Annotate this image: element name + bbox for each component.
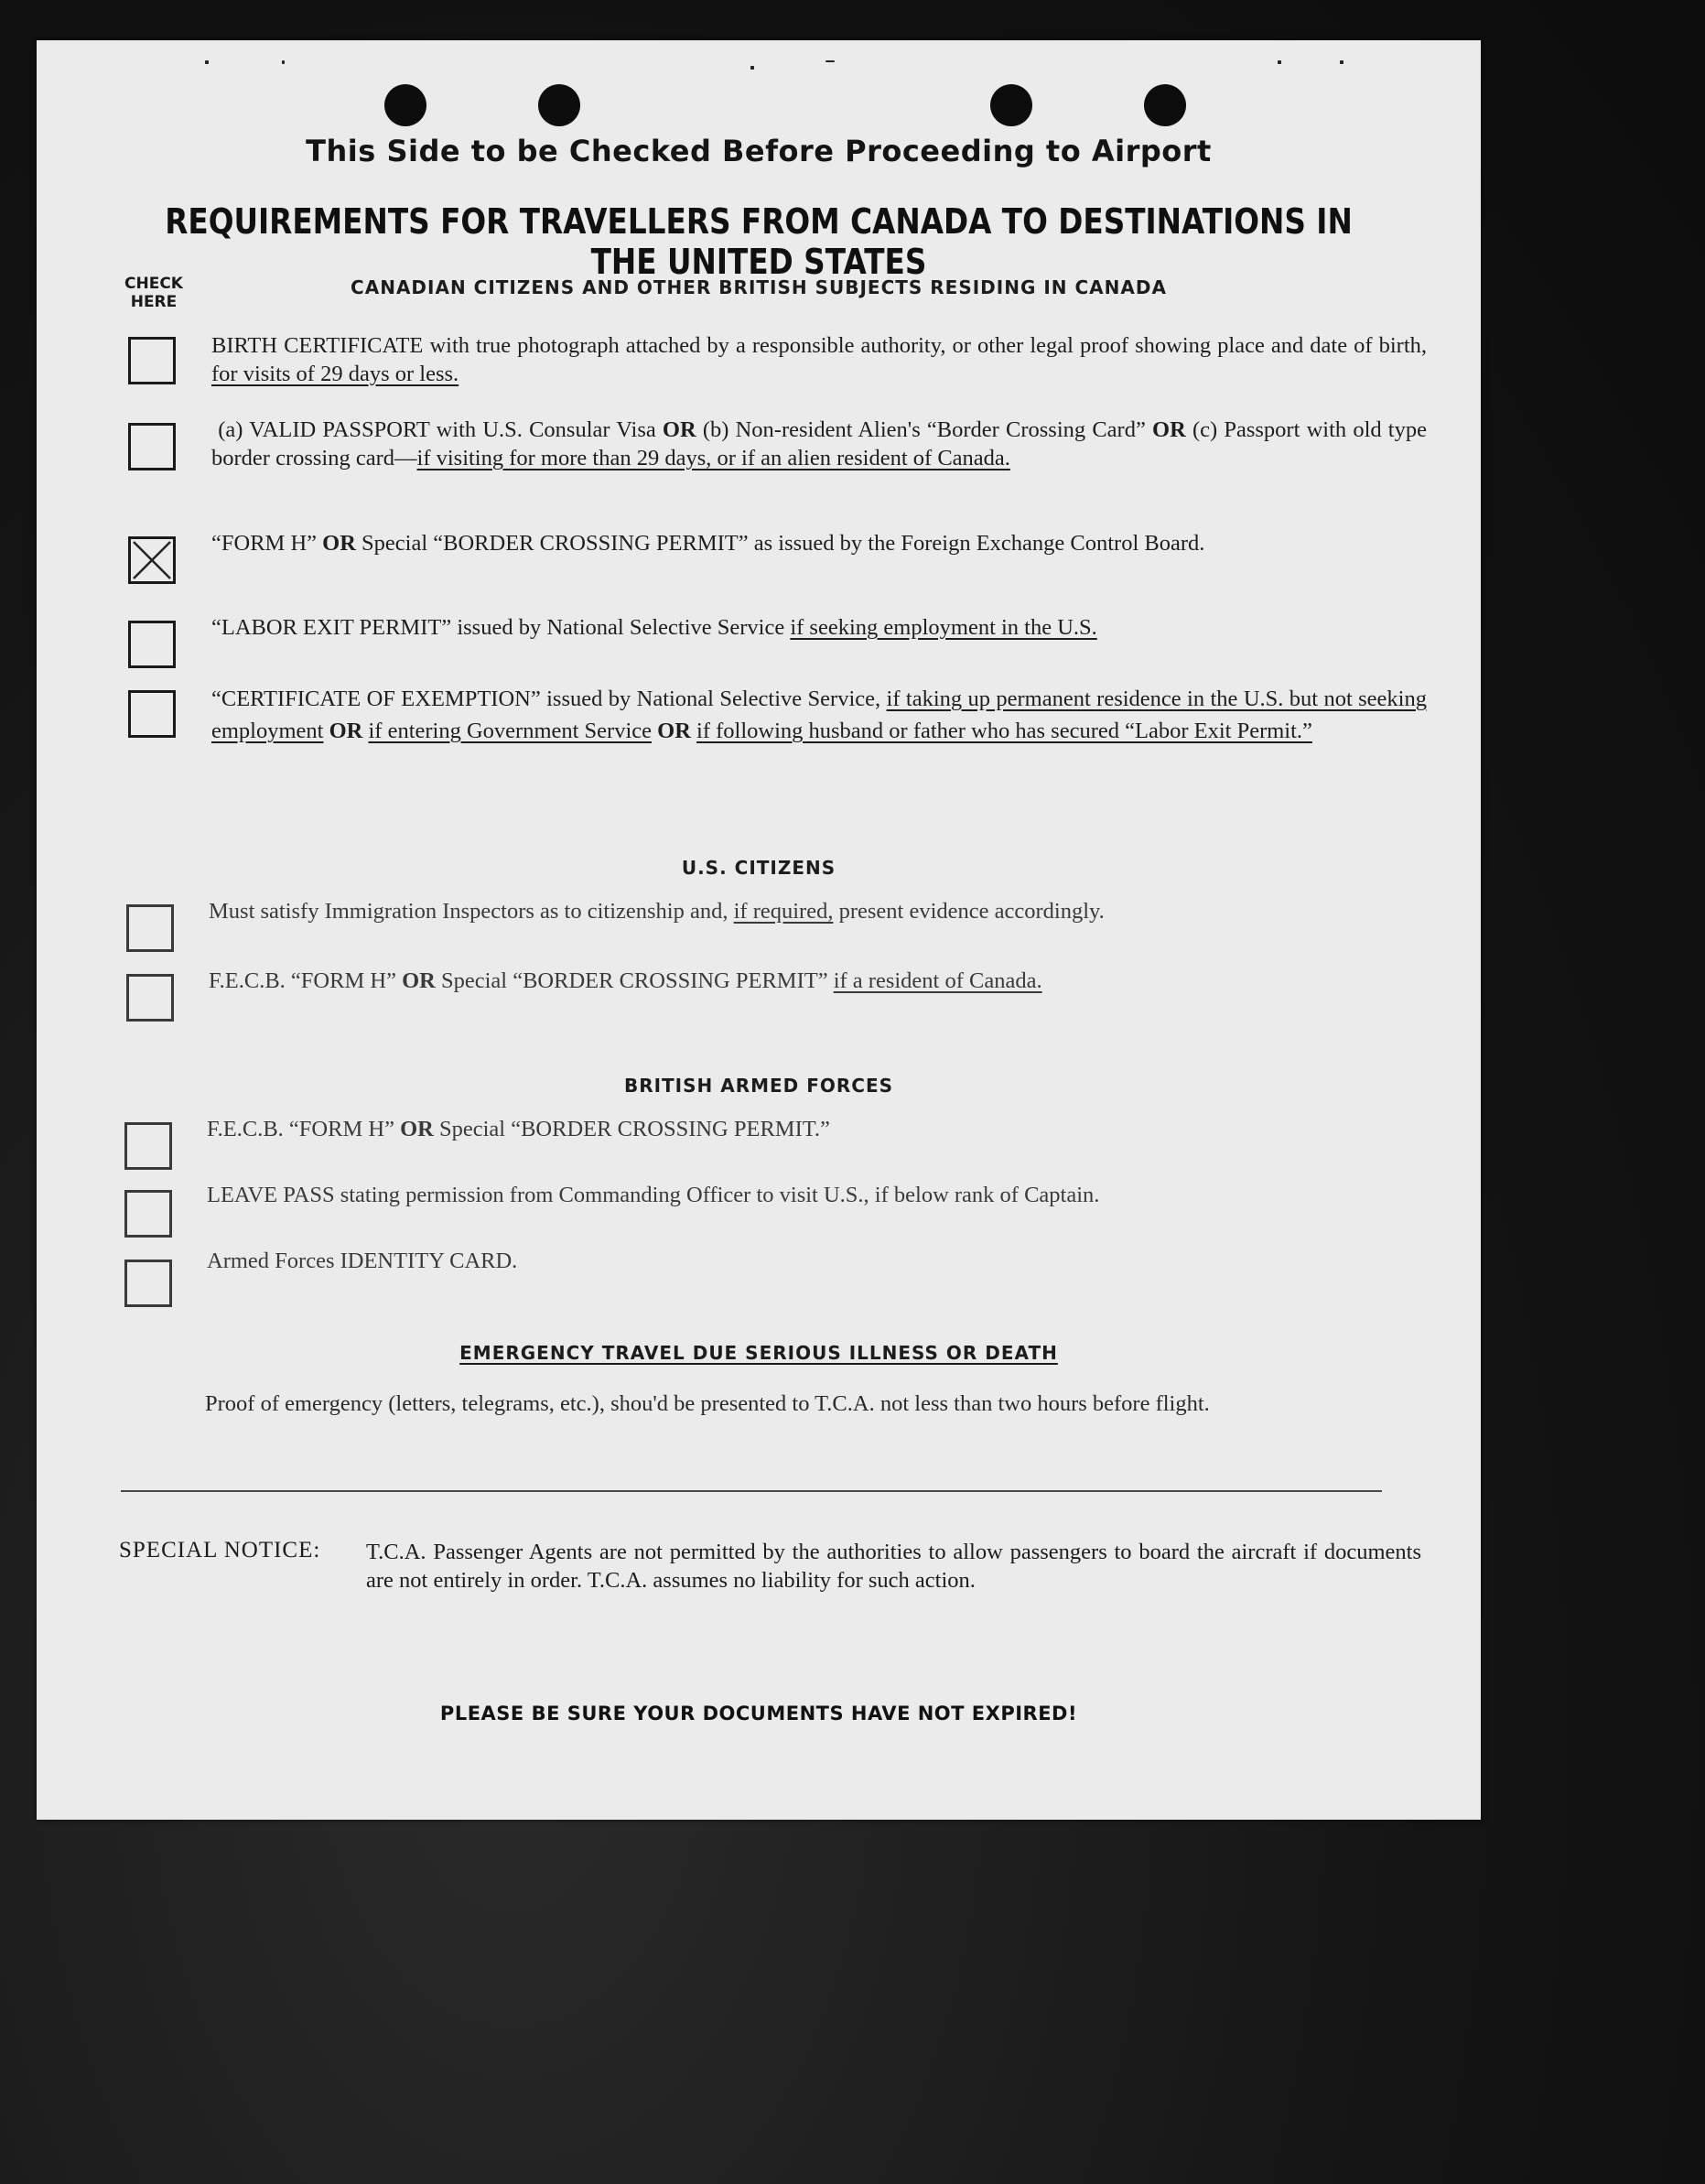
- paper-speck: [1278, 60, 1281, 64]
- checkbox-us-form-h[interactable]: [126, 974, 174, 1022]
- requirement-us-citizenship: Must satisfy Immigration Inspectors as to citizenship and, if required, present evidence accordingly.: [209, 899, 1105, 924]
- requirement-form-h: “FORM H” OR Special “BORDER CROSSING PERMIT” as issued by the Foreign Exchange Control Board.: [211, 531, 1205, 556]
- paper-speck: [1340, 60, 1343, 64]
- binder-hole: [1144, 84, 1186, 126]
- section-heading-emergency: EMERGENCY TRAVEL DUE SERIOUS ILLNESS OR DEATH: [459, 1342, 1058, 1364]
- checkbox-birth-certificate[interactable]: [128, 337, 176, 384]
- requirement-labor-exit-permit: “LABOR EXIT PERMIT” issued by National Selective Service if seeking employment in the U.S.: [211, 615, 1097, 640]
- checkbox-labor-exit-permit[interactable]: [128, 621, 176, 668]
- checkbox-leave-pass[interactable]: [124, 1190, 172, 1238]
- requirement-valid-passport: (a) VALID PASSPORT with U.S. Consular Visa OR (b) Non-resident Alien's “Border Crossing Card” OR (c) Passport with old type border crossing card—if visiting for more than 29 days, or if an alien resident of Canada.: [211, 417, 1427, 470]
- section-heading-canadian: CANADIAN CITIZENS AND OTHER BRITISH SUBJECTS RESIDING IN CANADA: [351, 276, 1167, 298]
- travel-requirements-form: [37, 40, 1481, 1820]
- paper-speck: [826, 60, 835, 62]
- binder-hole: [538, 84, 580, 126]
- requirement-us-form-h: F.E.C.B. “FORM H” OR Special “BORDER CROSSING PERMIT” if a resident of Canada.: [209, 968, 1042, 993]
- section-heading-british-forces: BRITISH ARMED FORCES: [623, 1075, 894, 1097]
- special-notice-text: T.C.A. Passenger Agents are not permitted by the authorities to allow passengers to board the aircraft if documents are not entirely in order. T.C.A. assumes no liability for such action.: [366, 1540, 1421, 1593]
- checkbox-valid-passport[interactable]: [128, 423, 176, 470]
- requirement-certificate-exemption: “CERTIFICATE OF EXEMPTION” issued by National Selective Service, if taking up permanent residence in the U.S. but not seeking employment OR if entering Government Service OR if following husband or father who has secured “Labor Exit Permit.”: [211, 687, 1427, 743]
- special-notice-label: SPECIAL NOTICE:: [119, 1538, 321, 1562]
- form-instruction: This Side to be Checked Before Proceeding to Airport: [306, 134, 1212, 168]
- checkbox-certificate-exemption[interactable]: [128, 690, 176, 738]
- binder-hole: [384, 84, 426, 126]
- checkbox-us-citizenship[interactable]: [126, 904, 174, 952]
- binder-hole: [990, 84, 1032, 126]
- checkbox-identity-card[interactable]: [124, 1260, 172, 1307]
- form-title: REQUIREMENTS FOR TRAVELLERS FROM CANADA TO DESTINATIONS IN THE UNITED STATES: [165, 201, 1353, 282]
- emergency-text: Proof of emergency (letters, telegrams, etc.), shou'd be presented to T.C.A. not less than two hours before flight.: [205, 1391, 1210, 1416]
- expiry-warning: PLEASE BE SURE YOUR DOCUMENTS HAVE NOT EXPIRED!: [439, 1703, 1078, 1724]
- requirement-birth-certificate: BIRTH CERTIFICATE with true photograph attached by a responsible authority, or other legal proof showing place and date of birth, for visits of 29 days or less.: [211, 333, 1427, 386]
- checkbox-british-form-h[interactable]: [124, 1122, 172, 1170]
- requirement-british-form-h: F.E.C.B. “FORM H” OR Special “BORDER CROSSING PERMIT.”: [207, 1117, 830, 1141]
- checkbox-form-h[interactable]: [128, 536, 176, 584]
- paper-speck: [750, 66, 754, 70]
- check-x-icon: [131, 539, 173, 581]
- requirement-identity-card: Armed Forces IDENTITY CARD.: [207, 1249, 518, 1273]
- paper-speck: [205, 60, 209, 64]
- requirement-leave-pass: LEAVE PASS stating permission from Commanding Officer to visit U.S., if below rank of Captain.: [207, 1183, 1100, 1207]
- paper-speck: [282, 60, 285, 64]
- check-here-label: CHECK HERE: [124, 275, 183, 311]
- divider: [121, 1490, 1382, 1492]
- section-heading-us-citizens: U.S. CITIZENS: [681, 857, 836, 879]
